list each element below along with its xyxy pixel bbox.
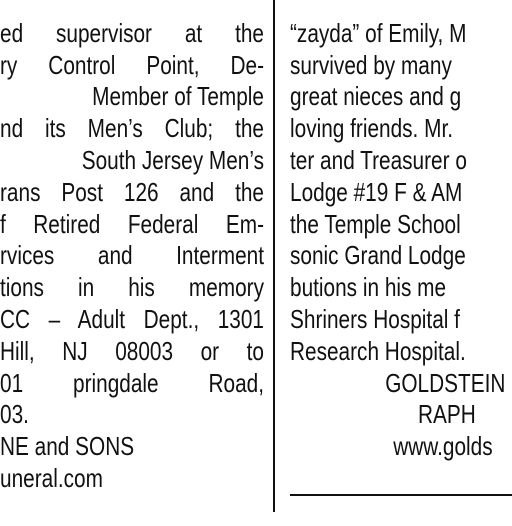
left-line-9: tions in his memory xyxy=(0,272,264,303)
left-top-cutoff xyxy=(0,0,264,18)
left-line-14: NE and SONS xyxy=(0,431,135,462)
right-line-13: RAPH xyxy=(418,399,476,430)
left-line-15: uneral.com xyxy=(0,462,103,493)
right-line-6: Lodge #19 F & AM xyxy=(290,176,463,207)
right-line-8: sonic Grand Lodge xyxy=(290,240,466,271)
right-line-2: survived by many xyxy=(290,49,452,80)
right-line-12: GOLDSTEIN xyxy=(385,367,506,398)
left-line-5: South Jersey Men’s xyxy=(81,144,264,175)
left-line-7: f Retired Federal Em- xyxy=(0,208,264,239)
left-line-11: Hill, NJ 08003 or to xyxy=(0,335,264,366)
right-line-14: www.golds xyxy=(393,431,493,462)
left-line-8: rvices and Interment xyxy=(0,240,264,271)
right-obituary-column xyxy=(290,0,512,526)
right-line-4: loving friends. Mr. xyxy=(290,113,453,144)
left-line-1: ed supervisor at the xyxy=(0,17,264,48)
right-top-cutoff xyxy=(290,0,512,18)
left-line-12: 01 pringdale Road, xyxy=(0,367,264,398)
left-line-6: rans Post 126 and the xyxy=(0,176,264,207)
right-line-11: Research Hospital. xyxy=(290,335,466,366)
right-line-9: butions in his me xyxy=(290,272,447,303)
right-line-3: great nieces and g xyxy=(290,81,462,112)
right-line-7: the Temple School xyxy=(290,208,461,239)
left-line-4: nd its Men’s Club; the xyxy=(0,113,264,144)
column-divider xyxy=(273,0,275,512)
left-line-3: Member of Temple xyxy=(92,81,264,112)
left-line-10: CC – Adult Dept., 1301 xyxy=(0,303,264,334)
bottom-rule xyxy=(290,494,512,496)
left-line-2: ry Control Point, De- xyxy=(0,49,264,80)
left-line-13: 03. xyxy=(0,399,29,430)
right-line-5: ter and Treasurer o xyxy=(290,144,467,175)
right-line-10: Shriners Hospital f xyxy=(290,303,460,334)
right-line-1: “zayda” of Emily, M xyxy=(290,17,467,48)
